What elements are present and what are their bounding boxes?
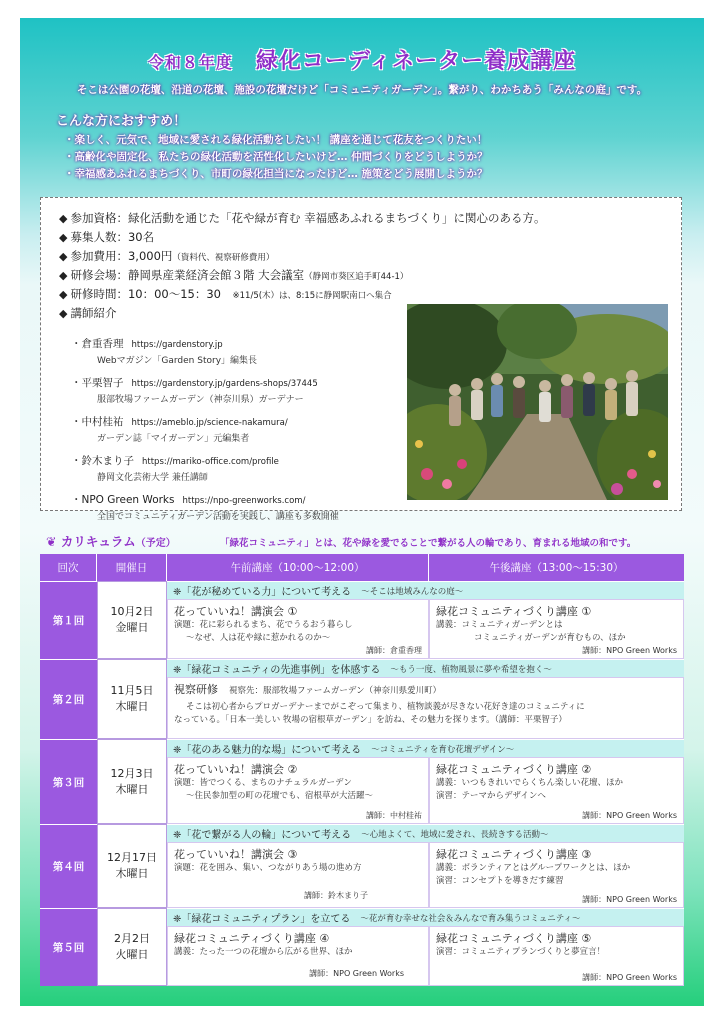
session-date: 11月5日 木曜日 <box>97 659 167 739</box>
recommend-list <box>64 132 488 183</box>
lecturer-name: ・倉重香理 <box>71 338 124 350</box>
info-fee: ◆ 参加費用：3,000円（資料代、視察研修費用） <box>59 249 275 263</box>
lecturer-entry <box>71 492 411 522</box>
instructor: 講師：鈴木まり子 <box>304 891 368 900</box>
info-capacity: ◆ 募集人数：30名 <box>59 230 155 244</box>
am-session: 花っていいね！講演会 ② 演題：皆でつくる、まちのナチュラルガーデン 〜住民参加型の町の花壇でも、宿根草が大活躍〜 講師：中村桂祐 <box>167 757 429 824</box>
header-date: 開催日 <box>97 554 167 581</box>
lecturer-list <box>71 336 411 531</box>
am-session: 緑花コミュニティづくり講座 ④ 講義：たった一つの花壇から広がる世界、ほか 講師：NPO Green Works <box>167 926 429 986</box>
instructor: 講師：NPO Green Works <box>582 811 677 820</box>
page-title <box>20 44 704 75</box>
session-date: 10月2日 金曜日 <box>97 581 167 659</box>
info-venue: ◆ 研修会場：静岡県産業経済会館３階 大会議室（静岡市葵区追手町44-1） <box>59 268 409 282</box>
recommend-item: ・高齢化や固定化、私たちの緑化活動を活性化したいけど… 仲間づくりをどうしようか？ <box>64 151 488 163</box>
round-label: 第２回 <box>40 659 97 739</box>
lecturer-url[interactable]: https://npo-greenworks.com/ <box>182 496 306 506</box>
recommend-heading: こんな方におすすめ！ <box>56 114 187 129</box>
instructor: 講師：NPO Green Works <box>582 973 677 982</box>
instructor: 講師：中村桂祐 <box>366 811 422 820</box>
header-round: 回次 <box>40 554 97 581</box>
diamond-bullet-icon: ◆ <box>59 231 68 244</box>
lecturer-desc: 静岡文化芸術大学 兼任講師 <box>97 473 208 483</box>
instructor: 講師：NPO Green Works <box>582 895 677 904</box>
am-session: 花っていいね！講演会 ① 演題：花に彩られるまち、花でうるおう暮らし 〜なぜ、人は花や緑に惹かれるのか〜 講師：倉重香理 <box>167 599 429 659</box>
lecturer-desc: 全国でコミュニティガーデン活動を実践し、講座も多数開催 <box>97 512 339 522</box>
curriculum-heading: ❦ カリキュラム（予定） <box>46 534 176 549</box>
diamond-bullet-icon: ◆ <box>59 269 68 282</box>
garden-tour-photo-illustration <box>407 304 668 500</box>
instructor: 講師：NPO Green Works <box>582 646 677 655</box>
lecturer-url[interactable]: https://gardenstory.jp/gardens-shops/37445 <box>131 379 318 389</box>
title-main: 緑化コーディネーター養成講座 <box>255 49 577 74</box>
diamond-bullet-icon: ◆ <box>59 288 68 301</box>
round-label: 第３回 <box>40 739 97 824</box>
header-pm: 午後講座（13:00〜15:30） <box>429 554 684 581</box>
lecturer-desc: Webマガジン「Garden Story」編集長 <box>97 356 258 366</box>
recommend-item: ・幸福感あふれるまちづくり、市町の緑化担当になったけど… 施策をどう展開しようか？ <box>64 168 488 180</box>
garden-photo <box>407 304 668 500</box>
instructor: 講師：NPO Green Works <box>309 969 404 978</box>
lecturer-name: ・鈴木まり子 <box>71 455 134 467</box>
lecturer-url[interactable]: https://mariko-office.com/profile <box>142 457 279 467</box>
session-theme: ❈「花で繋がる人の輪」について考える 〜心地よくて、地域に愛され、長続きする活動〜 <box>167 824 684 842</box>
diamond-bullet-icon: ◆ <box>59 250 68 263</box>
pm-session: 緑花コミュニティづくり講座 ② 講義：いつもきれいでらくちん楽しい花壇、ほか 演習：テーマからデザインへ 講師：NPO Green Works <box>429 757 684 824</box>
round-label: 第１回 <box>40 581 97 659</box>
flyer-frame <box>20 18 704 1006</box>
session-date: 12月17日 木曜日 <box>97 824 167 908</box>
info-time: ◆ 研修時間：10：00〜15：30 ※11/5(木）は、8:15に静岡駅南口へ集合 <box>59 287 392 301</box>
pm-session: 緑花コミュニティづくり講座 ⑤ 演習：コミュニティプランづくりと夢宣言！ 講師：NPO Green Works <box>429 926 684 986</box>
curriculum-definition: 「緑花コミュニティ」とは、花や緑を愛でることで繋がる人の輪であり、育まれる地域の和です。 <box>220 538 637 549</box>
flower-heart-icon: ❦ <box>46 534 57 549</box>
info-box <box>40 197 682 522</box>
round-label: 第５回 <box>40 908 97 986</box>
title-prefix: 令和８年度 <box>147 53 233 72</box>
session-theme: ❈「緑花コミュニティの先進事例」を体感する 〜もう一度、植物風景に夢や希望を抱く〜 <box>167 659 684 677</box>
session-date: 12月3日 木曜日 <box>97 739 167 824</box>
lecturer-name: ・平栗智子 <box>71 377 124 389</box>
session-theme: ❈「花が秘めている力」について考える 〜そこは地域みんなの庭〜 <box>167 581 684 599</box>
lecturer-entry <box>71 375 411 405</box>
diamond-bullet-icon: ◆ <box>59 307 68 320</box>
session-theme: ❈「花のある魅力的な場」について考える 〜コミュニティを育む花壇デザイン〜 <box>167 739 684 757</box>
am-session: 花っていいね！講演会 ③ 演題：花を囲み、集い、つながりあう場の進め方 講師：鈴木まり子 <box>167 842 429 908</box>
lecturer-entry <box>71 336 411 366</box>
lecturer-entry <box>71 453 411 483</box>
pm-session: 緑花コミュニティづくり講座 ① 講義：コミュニティガーデンとは コミュニティガーデンが育むもの、ほか 講師：NPO Green Works <box>429 599 684 659</box>
round-label: 第４回 <box>40 824 97 908</box>
lecturer-url[interactable]: https://gardenstory.jp <box>131 340 223 350</box>
lecturer-desc: ガーデン誌「マイガーデン」元編集者 <box>97 434 250 444</box>
pm-session: 緑花コミュニティづくり講座 ③ 講義：ボランティアとはグループワークとは、ほか 演習：コンセプトを導きだす練習 講師：NPO Green Works <box>429 842 684 908</box>
recommend-item: ・楽しく、元気で、地域に愛される緑化活動をしたい！ 講座を通じて花友をつくりたい！ <box>64 134 488 146</box>
info-qualification: ◆ 参加資格：緑化活動を通じた「花や緑が育む 幸福感あふれるまちづくり」に関心のある方。 <box>59 211 546 225</box>
lecturer-entry <box>71 414 411 444</box>
instructor: 講師：倉重香理 <box>366 646 422 655</box>
full-day-session: 視察研修 視察先：服部牧場ファームガーデン（神奈川県愛川町） そこは初心者からプロガーデナーまでがこぞって集まり、植物談義が尽きない花好き達のコミュニティに なっている。「日本一美しい 牧場の宿根草ガーデン」を訪ね、その魅力を探ります。（講師：平栗智子） <box>167 677 684 739</box>
lecturer-url[interactable]: https://ameblo.jp/science-nakamura/ <box>131 418 288 428</box>
header-am: 午前講座（10:00〜12:00） <box>167 554 429 581</box>
lecturer-name: ・NPO Green Works <box>71 494 175 506</box>
diamond-bullet-icon: ◆ <box>59 212 68 225</box>
session-date: 2月2日 火曜日 <box>97 908 167 986</box>
lecturer-name: ・中村桂祐 <box>71 416 124 428</box>
info-lecturers-heading: ◆ 講師紹介 <box>59 306 117 320</box>
subtitle: そこは公園の花壇、沿道の花壇、施設の花壇だけど「コミュニティガーデン」。繋がり、わかちあう「みんなの庭」です。 <box>76 84 648 96</box>
session-theme: ❈「緑花コミュニティプラン」を立てる 〜花が育む幸せな社会＆みんなで育み集うコミュニティ〜 <box>167 908 684 926</box>
lecturer-desc: 服部牧場ファームガーデン（神奈川県）ガーデナー <box>97 395 304 405</box>
